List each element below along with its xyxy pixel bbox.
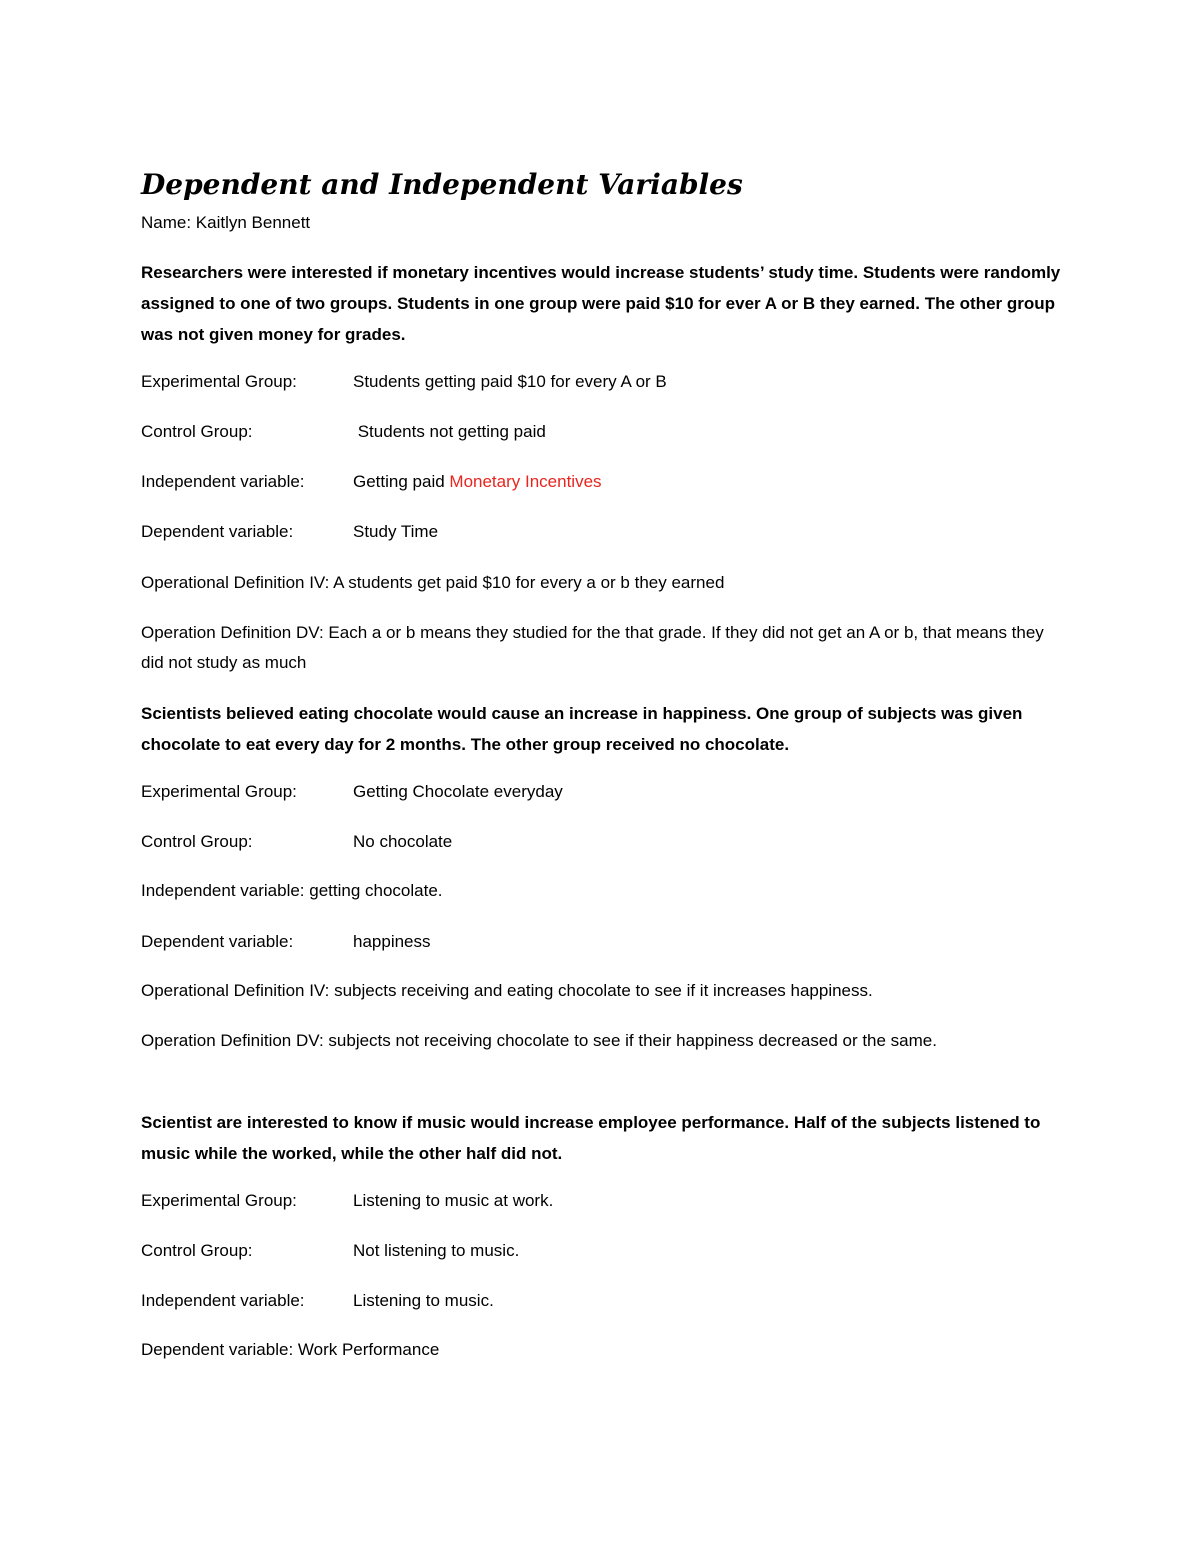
control-group-row [141,1237,1071,1265]
control-group-row [141,828,1071,856]
operational-definition-dv: Operation Definition DV: Each a or b means they studied for the that grade. If they did not get an A or b, that means they did not study as much [141,623,1044,672]
question-section-2 [141,698,1071,1056]
student-name: Name: Kaitlyn Bennett [141,213,311,232]
independent-variable-annotation: Monetary Incentives [449,472,602,491]
document-page [141,165,1071,1359]
control-group-label: Control Group: [141,832,253,851]
experimental-group-label: Experimental Group: [141,372,297,391]
question-prompt: Scientists believed eating chocolate would cause an increase in happiness. One group of subjects was given chocolate to eat every day for 2 months. The other group received no chocolate. [141,704,1023,754]
independent-variable-value [353,468,602,496]
control-group-value: No chocolate [353,832,453,851]
experimental-group-row [141,368,1071,396]
document-title: Dependent and Independent Variables [141,168,743,201]
independent-variable-label: Independent variable: [141,1291,305,1310]
operational-definition-dv: Operation Definition DV: subjects not receiving chocolate to see if their happiness decreased or the same. [141,1031,937,1050]
question-section-3 [141,1107,1071,1365]
control-group-value: Not listening to music. [353,1241,520,1260]
dependent-variable-row [141,518,1071,546]
control-group-value: Students not getting paid [353,422,546,441]
independent-variable-value: Listening to music. [353,1291,494,1310]
independent-variable-label: Independent variable: [141,472,305,491]
dependent-variable-value: Study Time [353,522,439,541]
operational-definition-iv: Operational Definition IV: subjects receiving and eating chocolate to see if it increases happiness. [141,981,873,1000]
experimental-group-label: Experimental Group: [141,782,297,801]
question-prompt: Researchers were interested if monetary incentives would increase students’ study time. Students were randomly assigned to one of two groups. Students in one group were paid $10 for ever A or B they earned. The other group was not given money for grades. [141,263,1061,344]
dependent-variable-row: Dependent variable: Work Performance [141,1340,440,1359]
control-group-row [141,418,1071,446]
dependent-variable-value: happiness [353,932,431,951]
dependent-variable-label: Dependent variable: [141,522,294,541]
dependent-variable-label: Dependent variable: [141,932,294,951]
dependent-variable-row [141,928,1071,956]
question-prompt: Scientist are interested to know if music would increase employee performance. Half of the subjects listened to music while the worked, while the other half did not. [141,1113,1041,1163]
experimental-group-value: Students getting paid $10 for every A or B [353,372,667,391]
control-group-label: Control Group: [141,422,253,441]
independent-variable-row [141,1287,1071,1315]
operational-definition-iv: Operational Definition IV: A students get paid $10 for every a or b they earned [141,573,725,592]
experimental-group-row [141,1187,1071,1215]
question-section-1 [141,257,1071,678]
independent-variable-row: Independent variable: getting chocolate. [141,881,443,900]
experimental-group-value: Getting Chocolate everyday [353,782,563,801]
experimental-group-label: Experimental Group: [141,1191,297,1210]
control-group-label: Control Group: [141,1241,253,1260]
independent-variable-row [141,468,1071,496]
experimental-group-row [141,778,1071,806]
experimental-group-value: Listening to music at work. [353,1191,554,1210]
independent-variable-text: Getting paid [353,472,450,491]
